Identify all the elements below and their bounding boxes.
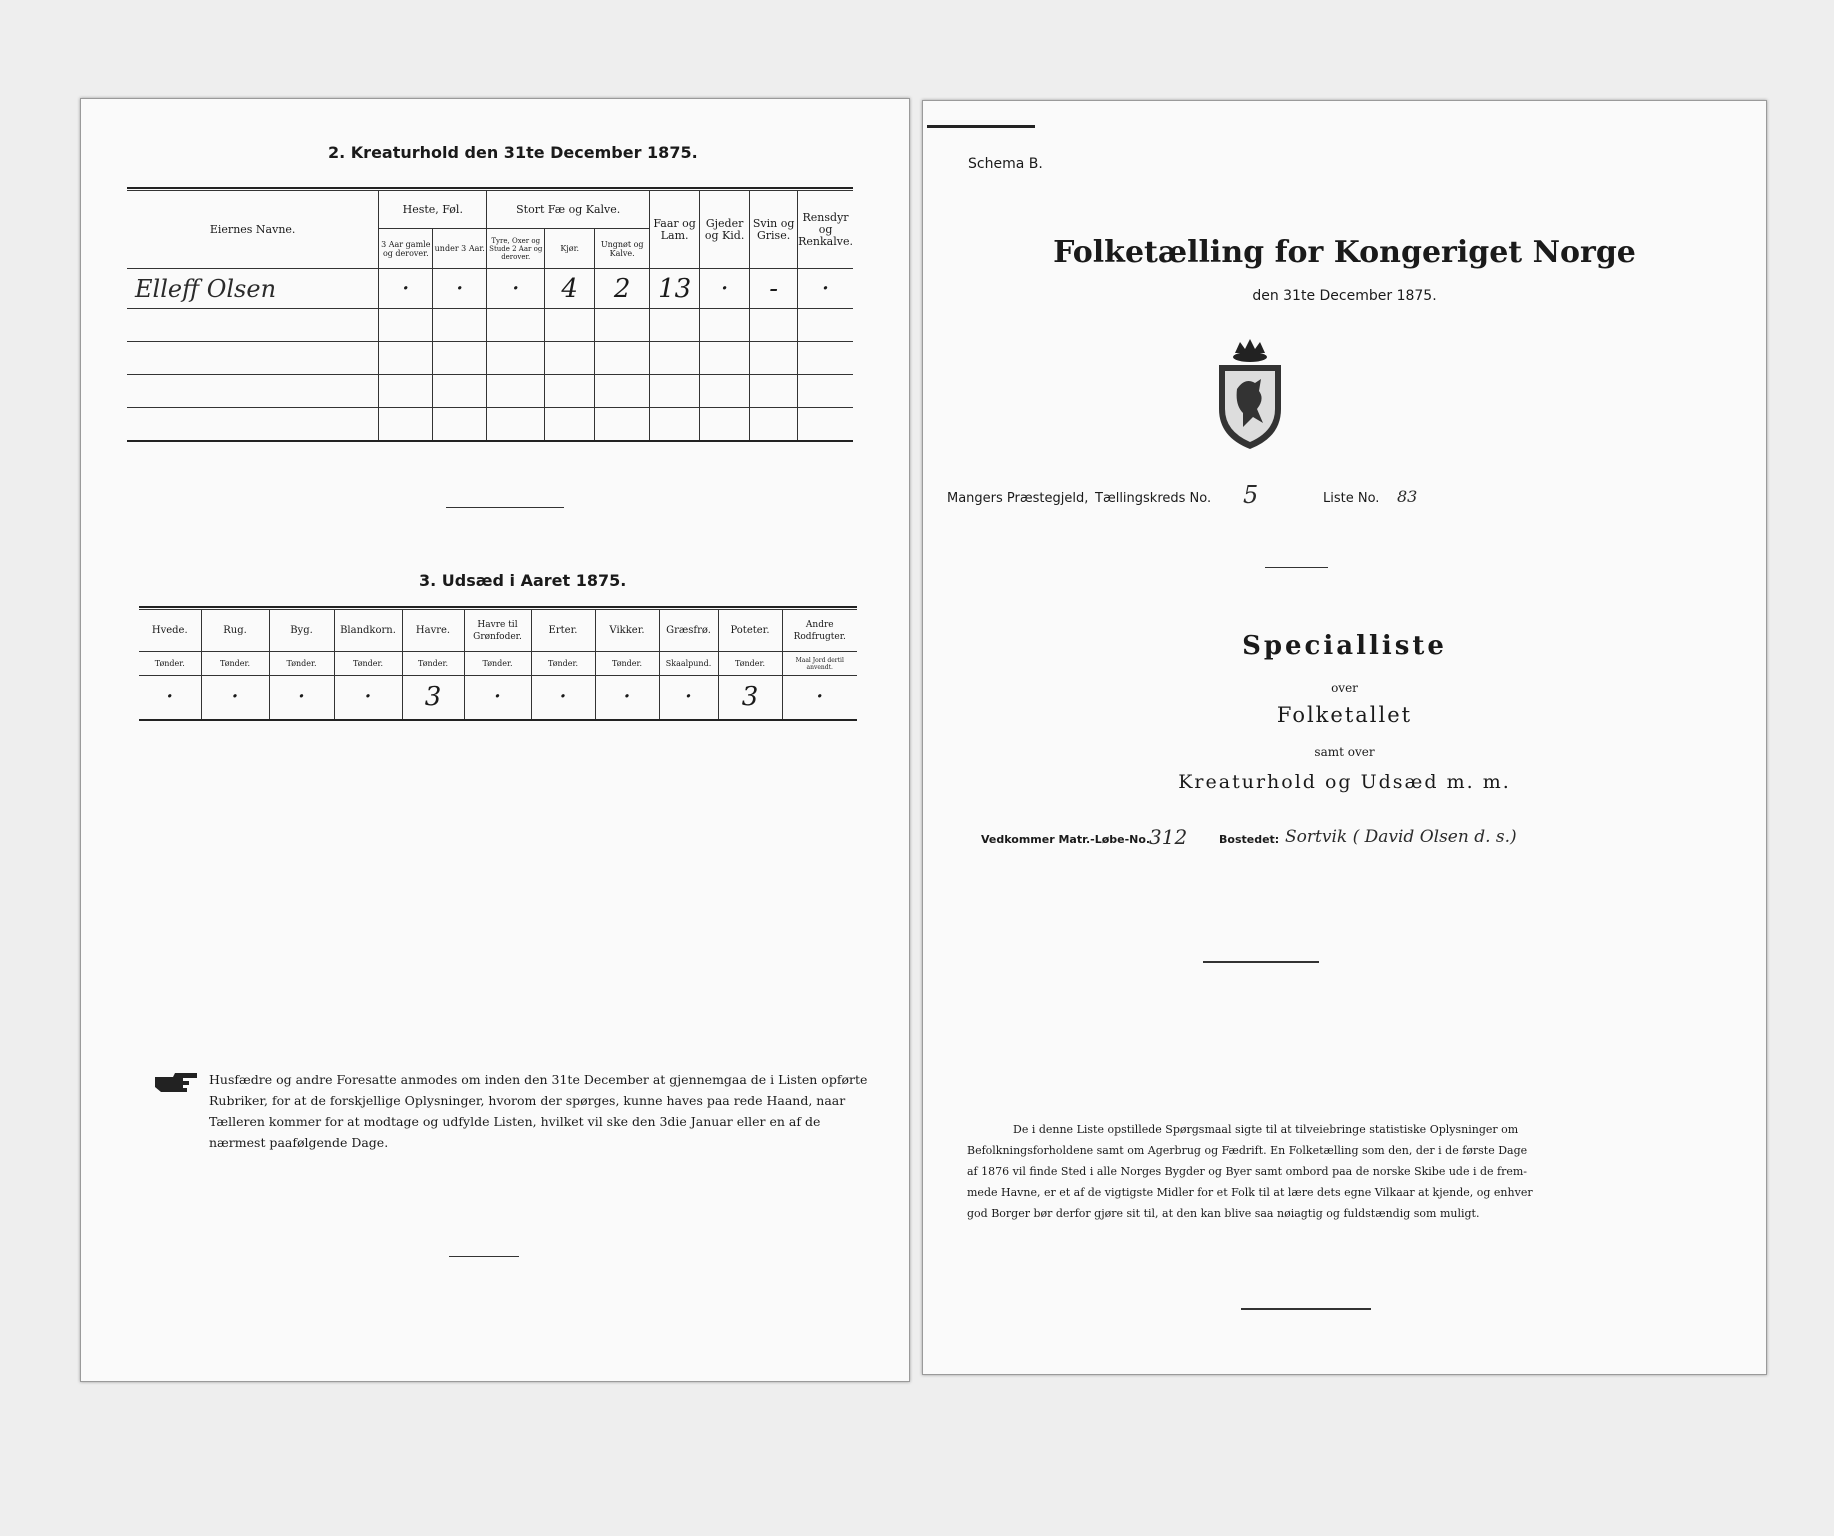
ungnot-header: Ungnøt og Kalve.: [595, 229, 650, 269]
tyre-cell: ·: [487, 269, 545, 309]
livestock-title: 2. Kreaturhold den 31te December 1875.: [328, 143, 698, 162]
sowing-unit: Tønder.: [334, 652, 402, 676]
special-heading: Specialliste: [1242, 631, 1447, 661]
matr-number: 312: [1149, 825, 1188, 849]
kreatur-heading: Kreaturhold og Udsæd m. m.: [1178, 771, 1511, 793]
pointing-hand-icon: [153, 1069, 199, 1099]
notice-line: Husfædre og andre Foresatte anmodes om inden den 31te December at gjennemgaa de i Listen opførte: [209, 1072, 868, 1087]
info-line: De i denne Liste opstillede Spørgsmaal sigte til at tilveiebringe statistiske Oplysninger om: [1013, 1123, 1519, 1136]
sowing-value: ·: [464, 676, 531, 720]
sowing-top-rule: [139, 606, 857, 608]
bosted-value: Sortvik ( David Olsen d. s.): [1285, 827, 1517, 847]
right-page: [922, 100, 1767, 1375]
sowing-value: ·: [595, 676, 659, 720]
kjor-header: Kjør.: [545, 229, 595, 269]
info-line: af 1876 vil finde Sted i alle Norges Bygder og Byer samt ombord paa de norske Skibe ude i de frem-: [967, 1165, 1528, 1178]
livestock-top-rule: [127, 187, 853, 189]
sowing-header: Græsfrø.: [659, 610, 718, 652]
sowing-header: Havre.: [402, 610, 464, 652]
sowing-unit: Tønder.: [201, 652, 269, 676]
kjor-cell: 4: [545, 269, 595, 309]
sowing-unit-row: [139, 652, 857, 676]
heste-young-header: under 3 Aar.: [433, 229, 487, 269]
heste-old-cell: ·: [379, 269, 433, 309]
sowing-unit: Tønder.: [531, 652, 595, 676]
notice-line: nærmest paafølgende Dage.: [209, 1135, 389, 1150]
sowing-value: ·: [201, 676, 269, 720]
sowing-value: ·: [269, 676, 334, 720]
info-line: mede Havne, er et af de vigtigste Midler for et Folk til at lære dets egne Vilkaar at kjende, og enhver: [967, 1186, 1533, 1199]
district-label: Tællingskreds No.: [1095, 491, 1212, 506]
sowing-unit: Maal Jord dertil anvendt.: [782, 652, 857, 676]
sowing-unit: Tønder.: [595, 652, 659, 676]
faar-cell: 13: [650, 269, 700, 309]
sowing-table: [139, 609, 857, 721]
sowing-value: 3: [718, 676, 782, 720]
sowing-header: Hvede.: [139, 610, 201, 652]
list-number: 83: [1397, 487, 1418, 506]
divider: [449, 1256, 519, 1257]
info-line: Befolkningsforholdene samt om Agerbrug og Fædrift. En Folketælling som den, der i de første Dage: [967, 1144, 1528, 1157]
page-title: Folketælling for Kongeriget Norge: [1053, 235, 1636, 270]
over-label: over: [1331, 681, 1358, 695]
coat-of-arms-icon: [1213, 339, 1287, 455]
parish-label: Mangers Præstegjeld,: [947, 491, 1089, 506]
sowing-value: ·: [782, 676, 857, 720]
ungnot-cell: 2: [595, 269, 650, 309]
census-date: den 31te December 1875.: [1252, 288, 1437, 304]
owner-header: Eiernes Navne.: [127, 191, 379, 269]
sowing-header: Poteter.: [718, 610, 782, 652]
sowing-unit: Tønder.: [718, 652, 782, 676]
sowing-value: ·: [659, 676, 718, 720]
notice-line: Rubriker, for at de forskjellige Oplysninger, hvorom der spørges, kunne haves paa rede Haand, naar: [209, 1093, 846, 1108]
info-line: god Borger bør derfor gjøre sit til, at den kan blive saa nøiagtig og fuldstændig som muligt.: [967, 1207, 1480, 1220]
stort-header: Stort Fæ og Kalve.: [487, 191, 650, 229]
folketallet-heading: Folketallet: [1276, 703, 1413, 727]
rensdyr-cell: ·: [798, 269, 853, 309]
sowing-header-row: [139, 610, 857, 652]
sowing-header: Rug.: [201, 610, 269, 652]
schema-label: Schema B.: [968, 156, 1043, 172]
sowing-unit: Tønder.: [402, 652, 464, 676]
gjeder-header: Gjeder og Kid.: [700, 191, 750, 269]
heste-old-header: 3 Aar gamle og derover.: [379, 229, 433, 269]
bosted-label: Bostedet:: [1219, 833, 1280, 846]
notice-line: Tælleren kommer for at modtage og udfylde Listen, hvilket vil ske den 3die Januar eller en af de: [209, 1114, 821, 1129]
rensdyr-header: Rensdyr og Renkalve.: [798, 191, 853, 269]
sowing-header: Erter.: [531, 610, 595, 652]
faar-header: Faar og Lam.: [650, 191, 700, 269]
divider: [1241, 1308, 1371, 1310]
sowing-header: Andre Rodfrugter.: [782, 610, 857, 652]
left-page: [80, 98, 910, 1382]
info-text: [967, 1119, 1727, 1224]
heste-young-cell: ·: [433, 269, 487, 309]
matr-label: Vedkommer Matr.-Løbe-No.: [981, 833, 1151, 846]
table-row: [139, 676, 857, 720]
sowing-value: ·: [334, 676, 402, 720]
list-label: Liste No.: [1323, 491, 1380, 506]
corner-rule: [927, 125, 1035, 128]
owner-name-cell: Elleff Olsen: [127, 269, 379, 309]
sowing-value: ·: [531, 676, 595, 720]
sowing-header: Vikker.: [595, 610, 659, 652]
sowing-unit: Tønder.: [269, 652, 334, 676]
sowing-unit: Skaalpund.: [659, 652, 718, 676]
svin-header: Svin og Grise.: [750, 191, 798, 269]
divider: [1203, 961, 1319, 963]
divider: [1265, 567, 1328, 568]
notice-text: [209, 1069, 868, 1153]
divider: [446, 507, 564, 508]
district-number: 5: [1243, 481, 1259, 509]
sowing-value: ·: [139, 676, 201, 720]
svin-cell: -: [750, 269, 798, 309]
livestock-table: [127, 190, 853, 442]
table-row: [127, 269, 853, 309]
sowing-header: Havre til Grønfoder.: [464, 610, 531, 652]
sowing-header: Blandkorn.: [334, 610, 402, 652]
samt-over-label: samt over: [1314, 745, 1375, 759]
gjeder-cell: ·: [700, 269, 750, 309]
sowing-header: Byg.: [269, 610, 334, 652]
heste-header: Heste, Føl.: [379, 191, 487, 229]
tyre-header: Tyre, Oxer og Stude 2 Aar og derover.: [487, 229, 545, 269]
sowing-unit: Tønder.: [139, 652, 201, 676]
sowing-unit: Tønder.: [464, 652, 531, 676]
sowing-title: 3. Udsæd i Aaret 1875.: [419, 571, 627, 590]
sowing-value: 3: [402, 676, 464, 720]
